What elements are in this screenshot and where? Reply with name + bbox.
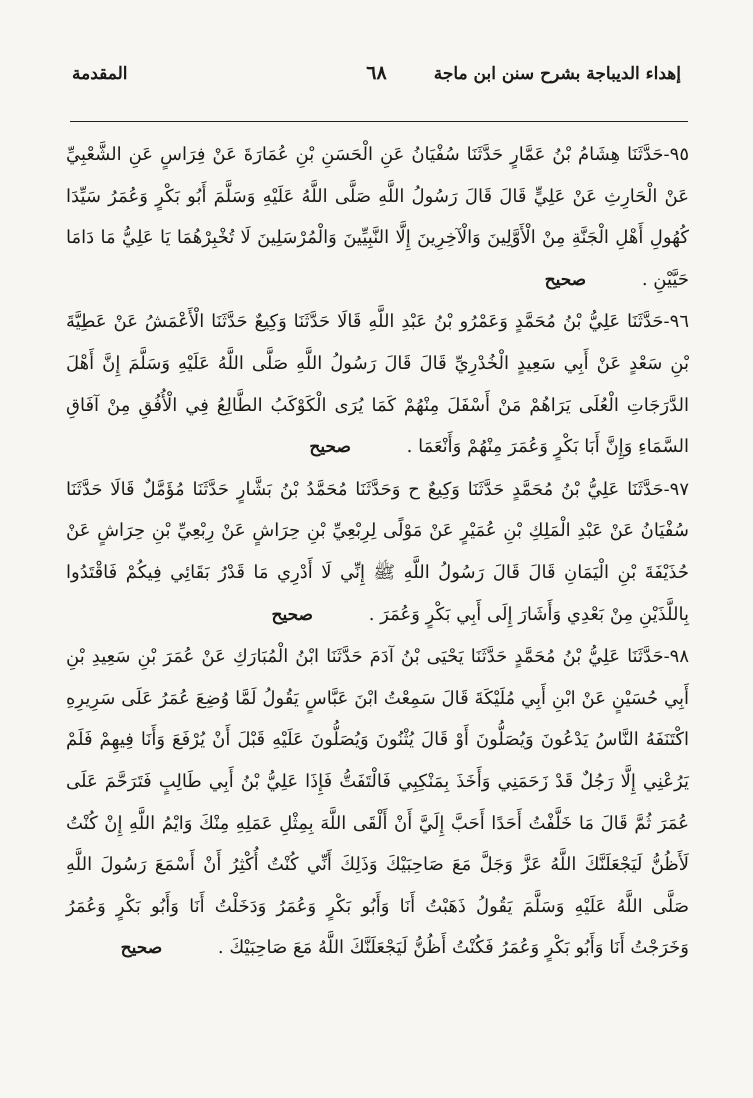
page-header [72,58,681,92]
hadith-list [66,134,689,970]
grade-label: صحيح [120,938,163,959]
hadith-97 [66,469,689,636]
hadith-text: ٩٦-حَدَّثَنَا عَلِيُّ بْنُ مُحَمَّدٍ وَعَمْرُو بْنُ عَبْدِ اللَّهِ قَالَا حَدَّثَنَا وَكِيعٌ حَدَّثَنَا الْأَعْمَشُ عَنْ عَطِيَّةَ بْنِ سَعْدٍ عَنْ أَبِي سَعِيدٍ الْخُدْرِيِّ قَالَ قَالَ رَسُولُ اللَّهِ صَلَّى اللَّهُ عَلَيْهِ وَسَلَّمَ إِنَّ أَهْلَ الدَّرَجَاتِ الْعُلَى يَرَاهُمْ مَنْ أَسْفَلَ مِنْهُمْ كَمَا يُرَى الْكَوْكَبُ الطَّالِعُ فِي الْأُفُقِ مِنْ آفَاقِ السَّمَاءِ وَإِنَّ أَبَا بَكْرٍ وَعُمَرَ مِنْهُمْ وَأَنْعَمَا . [66,311,689,458]
grade-label: صحيح [309,437,351,458]
page-number: ٦٨ [366,62,387,84]
hadith-text: ٩٨-حَدَّثَنَا عَلِيُّ بْنُ مُحَمَّدٍ حَدَّثَنَا يَحْيَى بْنُ آدَمَ حَدَّثَنَا ابْنُ الْمُبَارَكِ عَنْ عُمَرَ بْنِ سَعِيدِ بْنِ أَبِي حُسَيْنٍ عَنْ ابْنِ أَبِي مُلَيْكَةَ قَالَ سَمِعْتُ ابْنَ عَبَّاسٍ يَقُولُ لَمَّا وُضِعَ عُمَرُ عَلَى سَرِيرِهِ اكْتَنَفَهُ النَّاسُ يَدْعُونَ وَيُصَلُّونَ أَوْ قَالَ يُثْنُونَ وَيُصَلُّونَ عَلَيْهِ قَبْلَ أَنْ يُرْفَعَ وَأَنَا فِيهِمْ فَلَمْ يَرُعْنِي إِلَّا رَجُلٌ قَدْ زَحَمَنِي وَأَخَذَ بِمَنْكِبِي فَالْتَفَتُّ فَإِذَا عَلِيُّ بْنُ أَبِي طَالِبٍ فَتَرَحَّمَ عَلَى عُمَرَ ثُمَّ قَالَ مَا خَلَّفْتُ أَحَدًا أَحَبَّ إِلَيَّ أَنْ أَلْقَى اللَّهَ بِمِثْلِ عَمَلِهِ مِنْكَ وَايْمُ اللَّهِ إِنْ كُنْتُ لَأَظُنُّ لَيَجْعَلَنَّكَ اللَّهُ عَزَّ وَجَلَّ مَعَ صَاحِبَيْكَ وَذَلِكَ أَنِّي كُنْتُ أُكْثِرُ أَنْ أَسْمَعَ رَسُولَ اللَّهِ صَلَّى اللَّهُ عَلَيْهِ وَسَلَّمَ يَقُولُ ذَهَبْتُ أَنَا وَأَبُو بَكْرٍ وَعُمَرُ وَدَخَلْتُ أَنَا وَأَبُو بَكْرٍ وَعُمَرُ وَخَرَجْتُ أَنَا وَأَبُو بَكْرٍ وَعُمَرُ فَكُنْتُ أَظُنُّ لَيَجْعَلَنَّكَ اللَّهُ مَعَ صَاحِبَيْكَ . [66,646,689,959]
hadith-98 [66,636,689,970]
header-divider [70,121,688,122]
grade-label: صحيح [271,604,313,625]
hadith-95 [66,134,689,301]
section-title: المقدمة [72,64,128,84]
book-title: إهداء الديباجة بشرح سنن ابن ماجة [433,64,681,84]
hadith-96 [66,301,689,468]
hadith-text: ٩٥-حَدَّثَنَا هِشَامُ بْنُ عَمَّارٍ حَدَّثَنَا سُفْيَانُ عَنِ الْحَسَنِ بْنِ عُمَارَةَ عَنْ فِرَاسٍ عَنِ الشَّعْبِيِّ عَنْ الْحَارِثِ عَنْ عَلِيٍّ قَالَ قَالَ رَسُولُ اللَّهِ صَلَّى اللَّهُ عَلَيْهِ وَسَلَّمَ أَبُو بَكْرٍ وَعُمَرُ سَيِّدَا كُهُولِ أَهْلِ الْجَنَّةِ مِنْ الْأَوَّلِينَ وَالْآخِرِينَ إِلَّا النَّبِيِّينَ وَالْمُرْسَلِينَ لَا تُخْبِرْهُمَا يَا عَلِيُّ مَا دَامَا حَيَّيْنِ . [66,144,689,290]
hadith-text: ٩٧-حَدَّثَنَا عَلِيُّ بْنُ مُحَمَّدٍ حَدَّثَنَا وَكِيعٌ ح وَحَدَّثَنَا مُحَمَّدُ بْنُ بَشَّارٍ حَدَّثَنَا مُؤَمَّلٌ قَالَا حَدَّثَنَا سُفْيَانُ عَنْ عَبْدِ الْمَلِكِ بْنِ عُمَيْرٍ عَنْ مَوْلًى لِرِبْعِيِّ بْنِ حِرَاشٍ عَنْ رِبْعِيِّ بْنِ حِرَاشٍ عَنْ حُذَيْفَةَ بْنِ الْيَمَانِ قَالَ قَالَ رَسُولُ اللَّهِ ﷺ إِنِّي لَا أَدْرِي مَا قَدْرُ بَقَائِي فِيكُمْ فَاقْتَدُوا بِاللَّذَيْنِ مِنْ بَعْدِي وَأَشَارَ إِلَى أَبِي بَكْرٍ وَعُمَرَ . [66,478,689,625]
grade-label: صحيح [544,269,587,290]
